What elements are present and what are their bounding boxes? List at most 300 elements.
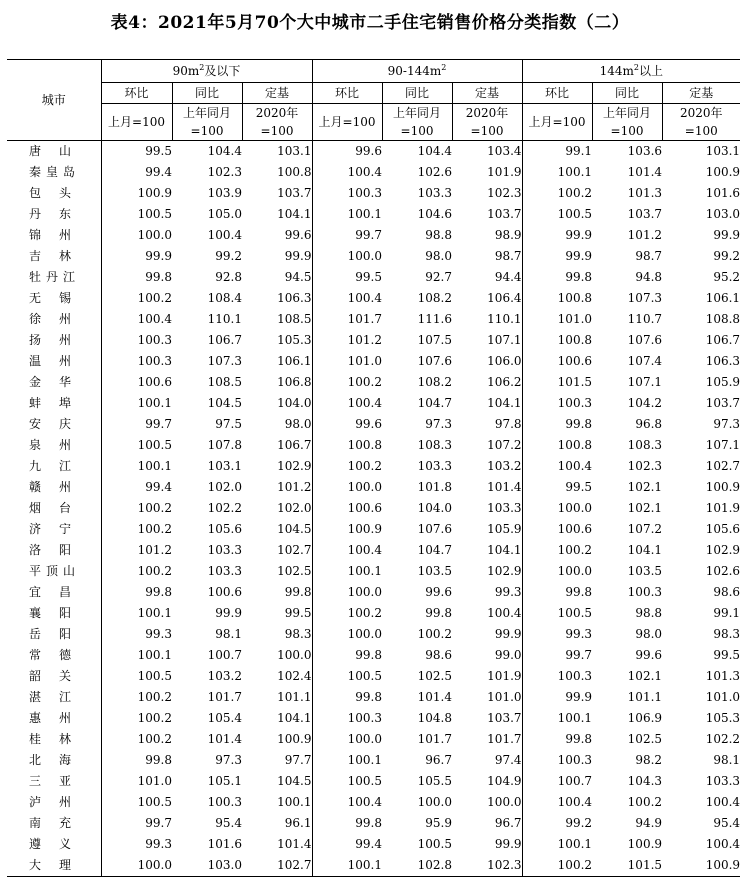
value-cell: 99.8 xyxy=(522,582,592,603)
value-cell: 99.2 xyxy=(215,249,242,263)
value-cell: 107.2 xyxy=(487,438,522,452)
price-index-table xyxy=(7,59,740,877)
value-cell: 98.8 xyxy=(425,228,452,242)
sub-header-mom: 环比 xyxy=(101,83,172,104)
value-cell: 97.8 xyxy=(494,417,522,431)
value-cell: 101.4 xyxy=(487,480,522,494)
value-cell: 99.3 xyxy=(522,624,592,645)
value-cell: 105.6 xyxy=(207,522,242,536)
table-row xyxy=(7,225,740,246)
city-name: 北海 xyxy=(29,753,71,767)
value-cell: 103.7 xyxy=(277,186,312,200)
value-cell: 103.9 xyxy=(207,186,242,200)
value-cell: 99.4 xyxy=(312,834,382,855)
value-cell: 100.1 xyxy=(101,645,172,666)
value-cell: 99.2 xyxy=(713,249,740,263)
city-cell xyxy=(7,141,101,163)
table-row xyxy=(7,666,740,687)
value-cell: 101.0 xyxy=(522,309,592,330)
value-cell: 100.8 xyxy=(522,330,592,351)
value-cell: 102.0 xyxy=(207,480,242,494)
value-cell: 100.4 xyxy=(312,288,382,309)
value-cell: 104.5 xyxy=(277,774,312,788)
sub-header-yoy: 同比 xyxy=(382,83,452,104)
table-row xyxy=(7,519,740,540)
value-cell: 101.6 xyxy=(207,837,242,851)
value-cell: 98.7 xyxy=(635,249,663,263)
city-name: 锦州 xyxy=(29,228,71,242)
value-cell: 99.9 xyxy=(101,246,172,267)
value-cell: 100.0 xyxy=(312,477,382,498)
value-cell: 99.8 xyxy=(425,606,452,620)
city-name: 唐山 xyxy=(29,144,71,158)
value-cell: 98.1 xyxy=(215,627,242,641)
table-row xyxy=(7,582,740,603)
city-name: 金华 xyxy=(29,375,71,389)
value-cell: 103.2 xyxy=(207,669,242,683)
value-cell: 100.3 xyxy=(522,750,592,771)
city-name: 秦皇岛 xyxy=(29,165,75,179)
base-fixed: 2020年 =100 xyxy=(242,104,312,141)
base-yoy: 上年同月 =100 xyxy=(382,104,452,141)
value-cell: 100.2 xyxy=(312,603,382,624)
value-cell: 104.2 xyxy=(627,396,663,410)
city-cell xyxy=(7,540,101,561)
sub-header-fixed: 定基 xyxy=(452,83,522,104)
value-cell: 107.1 xyxy=(627,375,663,389)
value-cell: 104.4 xyxy=(207,144,242,158)
city-name: 平顶山 xyxy=(29,564,75,578)
city-cell xyxy=(7,792,101,813)
city-cell xyxy=(7,183,101,204)
value-cell: 99.6 xyxy=(425,585,452,599)
value-cell: 104.1 xyxy=(277,207,312,221)
value-cell: 100.9 xyxy=(627,837,663,851)
value-cell: 103.3 xyxy=(207,543,242,557)
sub-header-fixed: 定基 xyxy=(242,83,312,104)
value-cell: 105.9 xyxy=(705,375,740,389)
value-cell: 105.9 xyxy=(487,522,522,536)
value-cell: 103.3 xyxy=(417,459,452,473)
value-cell: 102.7 xyxy=(277,858,312,872)
city-cell xyxy=(7,645,101,666)
value-cell: 99.9 xyxy=(522,225,592,246)
value-cell: 101.0 xyxy=(487,690,522,704)
value-cell: 106.7 xyxy=(207,333,242,347)
city-cell xyxy=(7,603,101,624)
city-cell xyxy=(7,309,101,330)
value-cell: 100.5 xyxy=(101,666,172,687)
value-cell: 100.4 xyxy=(312,792,382,813)
value-cell: 107.1 xyxy=(487,333,522,347)
value-cell: 99.8 xyxy=(312,813,382,834)
value-cell: 100.3 xyxy=(522,393,592,414)
value-cell: 101.9 xyxy=(705,501,740,515)
value-cell: 99.1 xyxy=(713,606,740,620)
value-cell: 104.7 xyxy=(417,543,452,557)
value-cell: 100.0 xyxy=(522,561,592,582)
value-cell: 99.3 xyxy=(101,624,172,645)
value-cell: 102.0 xyxy=(277,501,312,515)
value-cell: 99.8 xyxy=(101,750,172,771)
city-cell xyxy=(7,708,101,729)
value-cell: 98.6 xyxy=(713,585,740,599)
value-cell: 100.3 xyxy=(312,183,382,204)
city-name: 韶关 xyxy=(29,669,71,683)
value-cell: 101.6 xyxy=(705,186,740,200)
value-cell: 100.0 xyxy=(101,225,172,246)
value-cell: 97.3 xyxy=(713,417,740,431)
value-cell: 105.3 xyxy=(277,333,312,347)
value-cell: 100.4 xyxy=(705,837,740,851)
value-cell: 103.1 xyxy=(277,144,312,158)
value-cell: 103.0 xyxy=(705,207,740,221)
value-cell: 100.0 xyxy=(277,648,312,662)
city-cell xyxy=(7,666,101,687)
value-cell: 110.1 xyxy=(487,312,522,326)
value-cell: 98.3 xyxy=(713,627,740,641)
value-cell: 107.3 xyxy=(207,354,242,368)
value-cell: 99.7 xyxy=(522,645,592,666)
value-cell: 99.8 xyxy=(312,645,382,666)
value-cell: 104.0 xyxy=(277,396,312,410)
value-cell: 106.7 xyxy=(705,333,740,347)
value-cell: 99.5 xyxy=(522,477,592,498)
value-cell: 96.1 xyxy=(284,816,312,830)
city-cell xyxy=(7,414,101,435)
city-name: 包头 xyxy=(29,186,71,200)
value-cell: 100.3 xyxy=(522,666,592,687)
city-name: 牡丹江 xyxy=(29,270,75,284)
value-cell: 100.6 xyxy=(101,372,172,393)
value-cell: 102.9 xyxy=(277,459,312,473)
city-name: 湛江 xyxy=(29,690,71,704)
city-cell xyxy=(7,288,101,309)
value-cell: 100.1 xyxy=(312,561,382,582)
value-cell: 101.4 xyxy=(207,732,242,746)
base-mom: 上月=100 xyxy=(312,104,382,141)
value-cell: 111.6 xyxy=(417,312,452,326)
base-fixed: 2020年 =100 xyxy=(662,104,740,141)
city-cell xyxy=(7,246,101,267)
value-cell: 101.0 xyxy=(705,690,740,704)
value-cell: 99.0 xyxy=(494,648,522,662)
table-row xyxy=(7,456,740,477)
value-cell: 94.4 xyxy=(494,270,522,284)
value-cell: 100.5 xyxy=(522,204,592,225)
value-cell: 99.9 xyxy=(713,228,740,242)
value-cell: 102.5 xyxy=(277,564,312,578)
city-name: 襄阳 xyxy=(29,606,71,620)
group-header-90: $90m^2$及以下 xyxy=(101,60,312,83)
value-cell: 107.6 xyxy=(417,354,452,368)
value-cell: 99.6 xyxy=(312,141,382,163)
value-cell: 101.5 xyxy=(627,858,663,872)
city-name: 无锡 xyxy=(29,291,71,305)
value-cell: 106.3 xyxy=(277,291,312,305)
value-cell: 96.7 xyxy=(425,753,452,767)
table-row xyxy=(7,393,740,414)
base-fixed: 2020年 =100 xyxy=(452,104,522,141)
value-cell: 100.4 xyxy=(522,456,592,477)
value-cell: 107.3 xyxy=(627,291,663,305)
base-yoy: 上年同月 =100 xyxy=(172,104,242,141)
base-mom: 上月=100 xyxy=(522,104,592,141)
value-cell: 102.4 xyxy=(277,669,312,683)
table-row xyxy=(7,498,740,519)
table-row xyxy=(7,855,740,877)
value-cell: 100.2 xyxy=(101,498,172,519)
value-cell: 100.4 xyxy=(312,393,382,414)
value-cell: 104.1 xyxy=(277,711,312,725)
city-cell xyxy=(7,519,101,540)
value-cell: 98.0 xyxy=(284,417,312,431)
value-cell: 100.2 xyxy=(627,795,663,809)
value-cell: 101.0 xyxy=(101,771,172,792)
city-cell xyxy=(7,624,101,645)
value-cell: 100.0 xyxy=(417,795,452,809)
sub-header-yoy: 同比 xyxy=(592,83,662,104)
city-name: 岳阳 xyxy=(29,627,71,641)
value-cell: 99.8 xyxy=(522,414,592,435)
city-cell xyxy=(7,267,101,288)
table-row xyxy=(7,204,740,225)
value-cell: 102.6 xyxy=(705,564,740,578)
value-cell: 100.0 xyxy=(487,795,522,809)
value-cell: 104.1 xyxy=(487,543,522,557)
value-cell: 100.5 xyxy=(312,666,382,687)
value-cell: 103.3 xyxy=(417,186,452,200)
value-cell: 98.0 xyxy=(425,249,452,263)
value-cell: 106.9 xyxy=(627,711,663,725)
city-name: 洛阳 xyxy=(29,543,71,557)
value-cell: 102.9 xyxy=(487,564,522,578)
value-cell: 100.5 xyxy=(522,603,592,624)
city-name: 丹东 xyxy=(29,207,71,221)
table-row xyxy=(7,834,740,855)
value-cell: 108.3 xyxy=(417,438,452,452)
value-cell: 102.6 xyxy=(417,165,452,179)
value-cell: 102.8 xyxy=(417,858,452,872)
value-cell: 100.2 xyxy=(522,855,592,877)
value-cell: 99.8 xyxy=(284,585,312,599)
table-row xyxy=(7,813,740,834)
table-row xyxy=(7,414,740,435)
value-cell: 107.1 xyxy=(705,438,740,452)
value-cell: 100.8 xyxy=(277,165,312,179)
value-cell: 97.5 xyxy=(215,417,242,431)
table-row xyxy=(7,351,740,372)
group-header-90-144: $90-144m^2$ xyxy=(312,60,522,83)
city-name: 桂林 xyxy=(29,732,71,746)
value-cell: 99.1 xyxy=(522,141,592,163)
table-row xyxy=(7,288,740,309)
value-cell: 104.5 xyxy=(207,396,242,410)
city-cell xyxy=(7,582,101,603)
value-cell: 100.3 xyxy=(312,708,382,729)
table-row xyxy=(7,540,740,561)
value-cell: 100.3 xyxy=(207,795,242,809)
city-cell xyxy=(7,225,101,246)
city-cell xyxy=(7,687,101,708)
value-cell: 100.2 xyxy=(522,183,592,204)
value-cell: 104.9 xyxy=(487,774,522,788)
table-title: 表4：2021年5月70个大中城市二手住宅销售价格分类指数（二） xyxy=(110,13,630,33)
value-cell: 100.9 xyxy=(705,165,740,179)
value-cell: 101.1 xyxy=(277,690,312,704)
table-row xyxy=(7,267,740,288)
value-cell: 103.2 xyxy=(487,459,522,473)
value-cell: 100.2 xyxy=(101,729,172,750)
value-cell: 100.0 xyxy=(522,498,592,519)
value-cell: 103.4 xyxy=(487,144,522,158)
value-cell: 100.0 xyxy=(312,729,382,750)
city-name: 温州 xyxy=(29,354,71,368)
value-cell: 101.3 xyxy=(627,186,663,200)
value-cell: 99.7 xyxy=(312,225,382,246)
value-cell: 102.9 xyxy=(705,543,740,557)
value-cell: 95.9 xyxy=(425,816,452,830)
value-cell: 100.0 xyxy=(101,855,172,877)
value-cell: 101.2 xyxy=(312,330,382,351)
value-cell: 98.0 xyxy=(635,627,663,641)
value-cell: 100.6 xyxy=(312,498,382,519)
value-cell: 94.9 xyxy=(635,816,663,830)
value-cell: 101.2 xyxy=(277,480,312,494)
value-cell: 100.2 xyxy=(312,372,382,393)
value-cell: 101.5 xyxy=(522,372,592,393)
value-cell: 99.9 xyxy=(494,627,522,641)
table-row xyxy=(7,141,740,163)
value-cell: 103.7 xyxy=(627,207,663,221)
value-cell: 102.7 xyxy=(705,459,740,473)
value-cell: 97.7 xyxy=(284,753,312,767)
value-cell: 100.0 xyxy=(312,246,382,267)
value-cell: 106.1 xyxy=(277,354,312,368)
value-cell: 101.4 xyxy=(417,690,452,704)
value-cell: 107.6 xyxy=(417,522,452,536)
city-cell xyxy=(7,729,101,750)
city-cell xyxy=(7,834,101,855)
city-cell xyxy=(7,351,101,372)
value-cell: 100.9 xyxy=(705,480,740,494)
value-cell: 100.2 xyxy=(312,456,382,477)
value-cell: 94.8 xyxy=(635,270,663,284)
value-cell: 100.6 xyxy=(207,585,242,599)
city-name: 常德 xyxy=(29,648,71,662)
table-row xyxy=(7,372,740,393)
value-cell: 100.2 xyxy=(522,540,592,561)
city-name: 扬州 xyxy=(29,333,71,347)
value-cell: 101.7 xyxy=(487,732,522,746)
city-name: 济宁 xyxy=(29,522,71,536)
value-cell: 97.4 xyxy=(494,753,522,767)
value-cell: 100.9 xyxy=(277,732,312,746)
city-name: 三亚 xyxy=(29,774,71,788)
value-cell: 102.3 xyxy=(487,858,522,872)
value-cell: 99.6 xyxy=(312,414,382,435)
value-cell: 105.3 xyxy=(705,711,740,725)
value-cell: 103.7 xyxy=(487,711,522,725)
value-cell: 99.2 xyxy=(522,813,592,834)
value-cell: 105.1 xyxy=(207,774,242,788)
value-cell: 103.3 xyxy=(487,501,522,515)
value-cell: 102.3 xyxy=(627,459,663,473)
value-cell: 98.9 xyxy=(494,228,522,242)
table-row xyxy=(7,708,740,729)
value-cell: 100.5 xyxy=(101,204,172,225)
city-name: 吉林 xyxy=(29,249,71,263)
table-row xyxy=(7,309,740,330)
value-cell: 95.2 xyxy=(713,270,740,284)
value-cell: 102.1 xyxy=(627,669,663,683)
value-cell: 100.2 xyxy=(101,288,172,309)
value-cell: 97.3 xyxy=(215,753,242,767)
city-name: 九江 xyxy=(29,459,71,473)
sub-header-mom: 环比 xyxy=(522,83,592,104)
value-cell: 105.6 xyxy=(705,522,740,536)
value-cell: 101.7 xyxy=(312,309,382,330)
city-name: 遵义 xyxy=(29,837,71,851)
base-mom: 上月=100 xyxy=(101,104,172,141)
value-cell: 100.4 xyxy=(101,309,172,330)
value-cell: 98.7 xyxy=(494,249,522,263)
city-cell xyxy=(7,813,101,834)
value-cell: 99.4 xyxy=(101,477,172,498)
value-cell: 100.1 xyxy=(101,603,172,624)
table-row xyxy=(7,687,740,708)
value-cell: 100.7 xyxy=(207,648,242,662)
value-cell: 100.3 xyxy=(101,351,172,372)
table-row xyxy=(7,183,740,204)
value-cell: 100.6 xyxy=(522,519,592,540)
value-cell: 100.8 xyxy=(522,288,592,309)
city-name: 南充 xyxy=(29,816,71,830)
sub-header-yoy: 同比 xyxy=(172,83,242,104)
value-cell: 99.9 xyxy=(284,249,312,263)
value-cell: 100.7 xyxy=(522,771,592,792)
value-cell: 106.8 xyxy=(277,375,312,389)
value-cell: 100.1 xyxy=(101,393,172,414)
table-row xyxy=(7,750,740,771)
value-cell: 92.7 xyxy=(425,270,452,284)
value-cell: 106.7 xyxy=(277,438,312,452)
value-cell: 100.1 xyxy=(277,795,312,809)
value-cell: 101.0 xyxy=(312,351,382,372)
value-cell: 101.1 xyxy=(627,690,663,704)
value-cell: 107.5 xyxy=(417,333,452,347)
value-cell: 103.0 xyxy=(207,858,242,872)
value-cell: 100.0 xyxy=(312,624,382,645)
city-name: 大理 xyxy=(29,858,71,872)
value-cell: 98.3 xyxy=(284,627,312,641)
value-cell: 103.6 xyxy=(627,144,663,158)
value-cell: 96.7 xyxy=(494,816,522,830)
value-cell: 102.1 xyxy=(627,480,663,494)
city-column-header: 城市 xyxy=(7,60,101,141)
value-cell: 108.3 xyxy=(627,438,663,452)
value-cell: 100.1 xyxy=(101,456,172,477)
value-cell: 107.8 xyxy=(207,438,242,452)
city-name: 烟台 xyxy=(29,501,71,515)
value-cell: 101.4 xyxy=(627,165,663,179)
value-cell: 100.3 xyxy=(627,585,663,599)
value-cell: 102.2 xyxy=(705,732,740,746)
value-cell: 101.7 xyxy=(417,732,452,746)
value-cell: 98.6 xyxy=(425,648,452,662)
value-cell: 100.1 xyxy=(522,162,592,183)
value-cell: 103.5 xyxy=(417,564,452,578)
